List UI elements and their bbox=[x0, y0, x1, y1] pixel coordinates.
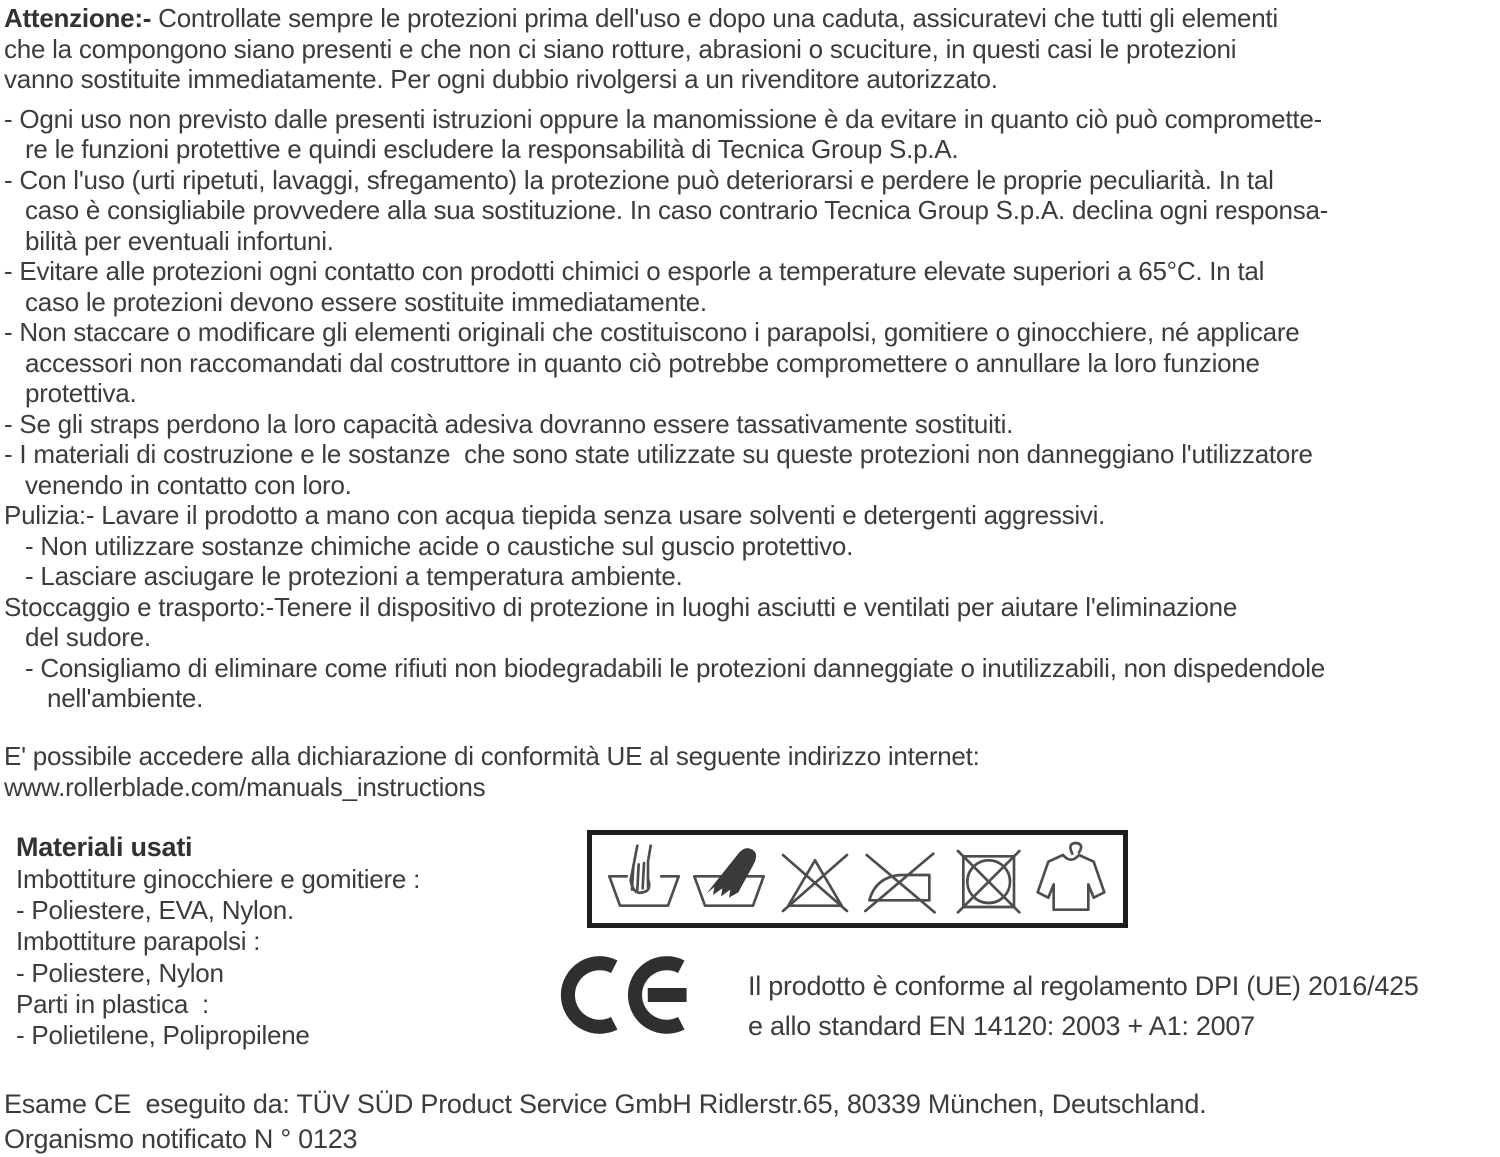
do-not-bleach-icon bbox=[775, 839, 855, 919]
instruction-line: che la compongono siano presenti e che non ci siano rotture, abrasioni o scuciture, in questi casi le protezioni bbox=[4, 33, 1237, 64]
attention-text: Controllate sempre le protezioni prima dell'uso e dopo una caduta, assicuratevi che tutti gli elementi bbox=[151, 3, 1278, 33]
instruction-line: Stoccaggio e trasporto:-Tenere il dispositivo di protezione in luoghi asciutti e ventilati per aiutare l'eliminazione bbox=[4, 591, 1238, 622]
hand-wash-icon bbox=[604, 839, 684, 919]
instructions-body bbox=[4, 3, 1500, 714]
instruction-line: venendo in contatto con loro. bbox=[25, 469, 352, 500]
instruction-line: protettiva. bbox=[25, 378, 137, 408]
instruction-line: - I materiali di costruzione e le sostanze che sono state utilizzate su queste protezioni non danneggiano l'utilizzatore bbox=[4, 439, 1313, 469]
materials-item: - Poliestere, Nylon bbox=[16, 957, 224, 988]
materials-item: - Poliestere, EVA, Nylon. bbox=[16, 895, 294, 926]
instruction-line: accessori non raccomandati dal costruttore in quanto ciò potrebbe compromettere o annullare la loro funzione bbox=[25, 347, 1260, 378]
instruction-line: bilità per eventuali infortuni. bbox=[25, 225, 334, 256]
notified-body-info bbox=[4, 1087, 1206, 1157]
instruction-line: - Con l'uso (urti ripetuti, lavaggi, sfregamento) la protezione può deteriorarsi e perdere le proprie peculiarità. In tal bbox=[4, 164, 1274, 195]
instruction-line: nell'ambiente. bbox=[47, 683, 204, 713]
wipe-clean-icon bbox=[689, 839, 769, 919]
instruction-line: - Non utilizzare sostanze chimiche acide o caustiche sul guscio protettivo. bbox=[25, 530, 854, 561]
instruction-line: vanno sostituite immediatamente. Per ogni dubbio rivolgersi a un rivenditore autorizzato. bbox=[4, 64, 998, 94]
eu-declaration bbox=[4, 741, 980, 803]
instruction-line: del sudore. bbox=[25, 622, 151, 652]
instruction-line: - Se gli straps perdono la loro capacità adesiva dovranno essere tassativamente sostituiti. bbox=[4, 408, 1014, 439]
instruction-line: - Ogni uso non previsto dalle presenti istruzioni oppure la manomissione è da evitare in quanto ciò può compromette- bbox=[4, 103, 1322, 134]
materials-section bbox=[16, 831, 420, 1051]
instruction-line: - Evitare alle protezioni ogni contatto con prodotti chimici o esporle a temperature elevate superiori a 65°C. In tal bbox=[4, 256, 1265, 286]
do-not-tumble-dry-icon bbox=[946, 839, 1026, 919]
notified-body-number: Organismo notificato N ° 0123 bbox=[4, 1124, 358, 1154]
instruction-line: - Consigliamo di eliminare come rifiuti non biodegradabili le protezioni danneggiate o inutilizzabili, non dispedendole bbox=[25, 652, 1325, 683]
instruction-line bbox=[4, 3, 1500, 34]
instruction-line: caso le protezioni devono essere sostituite immediatamente. bbox=[25, 286, 707, 317]
materials-heading: Materiali usati bbox=[16, 832, 193, 862]
materials-item: Parti in plastica : bbox=[16, 988, 209, 1019]
materials-item: - Polietilene, Polipropilene bbox=[16, 1020, 310, 1051]
instruction-line: - Non staccare o modificare gli elementi originali che costituiscono i parapolsi, gomitiere o ginocchiere, né applicare bbox=[4, 317, 1300, 347]
manuals-url: www.rollerblade.com/manuals_instructions bbox=[4, 772, 486, 802]
care-symbols-box bbox=[587, 830, 1128, 928]
instruction-line: re le funzioni protettive e quindi escludere la responsabilità di Tecnica Group S.p.A. bbox=[25, 134, 959, 164]
ce-mark-logo bbox=[556, 950, 706, 1040]
instruction-line: - Lasciare asciugare le protezioni a temperatura ambiente. bbox=[25, 561, 683, 591]
do-not-iron-icon bbox=[860, 839, 940, 919]
eu-declaration-text: E' possibile accedere alla dichiarazione di conformità UE al seguente indirizzo internet: bbox=[4, 741, 980, 771]
conformity-statement bbox=[748, 966, 1419, 1046]
instruction-line: caso è consigliabile provvedere alla sua sostituzione. In caso contrario Tecnica Group S.p.A. declina ogni responsa- bbox=[25, 195, 1329, 225]
materials-item: Imbottiture ginocchiere e gomitiere : bbox=[16, 864, 421, 894]
attention-label: Attenzione:- bbox=[4, 3, 152, 33]
drip-dry-icon bbox=[1031, 839, 1111, 919]
ce-exam-line: Esame CE eseguito da: TÜV SÜD Product Service GmbH Ridlerstr.65, 80339 München, Deutschland. bbox=[4, 1089, 1207, 1119]
conformity-line: e allo standard EN 14120: 2003 + A1: 2007 bbox=[748, 1011, 1255, 1041]
instruction-line: Pulizia:- Lavare il prodotto a mano con acqua tiepida senza usare solventi e detergenti aggressivi. bbox=[4, 500, 1106, 530]
materials-item: Imbottiture parapolsi : bbox=[16, 926, 261, 957]
conformity-line: Il prodotto è conforme al regolamento DPI (UE) 2016/425 bbox=[748, 971, 1419, 1001]
